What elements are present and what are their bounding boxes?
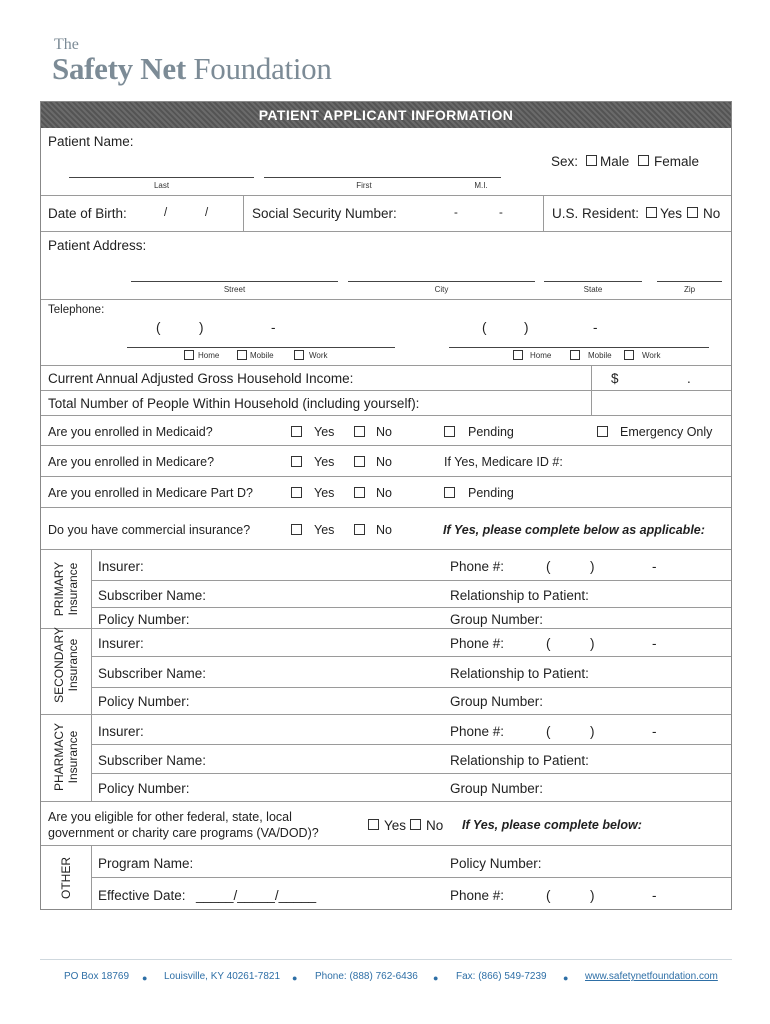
pharmacy-relationship-label: Relationship to Patient: (450, 753, 589, 768)
commercial-no-checkbox[interactable] (354, 524, 365, 535)
address-label: Patient Address: (48, 238, 147, 253)
pharmacy-insurance-word: Insurance (66, 730, 80, 784)
footer-po-box: PO Box 18769 (64, 971, 130, 982)
patient-form (40, 101, 732, 910)
divider (91, 744, 731, 745)
other-policy-label: Policy Number: (450, 856, 542, 871)
phone2-line[interactable] (449, 347, 709, 348)
divider (41, 299, 731, 300)
medicaid-yes-label: Yes (314, 425, 335, 439)
secondary-phone-dash: - (652, 636, 657, 651)
partd-question: Are you enrolled in Medicare Part D? (48, 486, 253, 500)
sex-male-label: Male (600, 154, 630, 169)
medicare-no-checkbox[interactable] (354, 456, 365, 467)
commercial-yes-label: Yes (314, 523, 335, 537)
eligible-yes-label: Yes (384, 818, 407, 833)
divider (543, 195, 544, 231)
divider (91, 773, 731, 774)
telephone-label: Telephone: (48, 304, 105, 316)
phone2-work-label: Work (642, 351, 661, 360)
patient-name-label: Patient Name: (48, 134, 134, 149)
state-line[interactable] (544, 281, 642, 282)
partd-pending-checkbox[interactable] (444, 487, 455, 498)
city-caption: City (434, 285, 449, 294)
partd-no-label: No (376, 486, 392, 500)
footer-bullet: ● (433, 973, 439, 983)
partd-no-checkbox[interactable] (354, 487, 365, 498)
primary-subscriber-label: Subscriber Name: (98, 588, 207, 603)
pharmacy-insurance-label (52, 723, 80, 791)
eligible-question-line2: government or charity care programs (VA/DOD)? (48, 826, 319, 840)
medicaid-emergency-checkbox[interactable] (597, 426, 608, 437)
effective-date-field[interactable]: _____/_____/_____ (196, 888, 317, 903)
partd-yes-label: Yes (314, 486, 335, 500)
resident-yes-label: Yes (660, 206, 683, 221)
divider (41, 390, 731, 391)
phone2-mobile-label: Mobile (588, 351, 612, 360)
commercial-no-label: No (376, 523, 392, 537)
phone1-line[interactable] (127, 347, 395, 348)
footer-bullet: ● (563, 973, 569, 983)
phone1-work-label: Work (309, 351, 328, 360)
secondary-group-label: Group Number: (450, 694, 544, 709)
primary-phone-close: ) (590, 559, 595, 574)
divider (41, 476, 731, 477)
mi-caption: M.I. (474, 181, 488, 190)
footer-address: Louisville, KY 40261-7821 (164, 971, 281, 982)
commercial-note: If Yes, please complete below as applicable: (443, 523, 705, 537)
form-header: PATIENT APPLICANT INFORMATION (41, 102, 731, 128)
zip-caption: Zip (683, 285, 696, 294)
other-phone-close: ) (590, 888, 595, 903)
pharmacy-phone-open: ( (546, 724, 551, 739)
phone1-open-paren: ( (156, 320, 161, 335)
divider (91, 687, 731, 688)
pharmacy-label: PHARMACY (52, 722, 66, 792)
divider (41, 714, 731, 715)
phone1-home-label: Home (198, 351, 220, 360)
pharmacy-insurer-label: Insurer: (98, 724, 144, 739)
program-name-label: Program Name: (98, 856, 194, 871)
secondary-insurance-label (52, 627, 80, 703)
secondary-policy-label: Policy Number: (98, 694, 190, 709)
primary-phone-dash: - (652, 559, 657, 574)
other-section-label: OTHER (59, 857, 73, 899)
primary-insurance-label (52, 562, 80, 616)
sex-male-checkbox[interactable] (586, 155, 597, 166)
income-dollar[interactable]: $ (611, 371, 619, 386)
divider (41, 628, 731, 629)
sex-female-label: Female (654, 154, 700, 169)
secondary-relationship-label: Relationship to Patient: (450, 666, 589, 681)
medicaid-pending-checkbox[interactable] (444, 426, 455, 437)
first-name-line[interactable] (264, 177, 464, 178)
secondary-phone-label: Phone #: (450, 636, 505, 651)
effective-date-label: Effective Date: (98, 888, 186, 903)
primary-policy-label: Policy Number: (98, 612, 190, 627)
phone2-close-paren: ) (524, 320, 529, 335)
partd-pending-label: Pending (468, 486, 514, 500)
sex-female-checkbox[interactable] (638, 155, 649, 166)
medicaid-pending-label: Pending (468, 425, 514, 439)
divider (41, 195, 731, 196)
logo-light: Foundation (193, 51, 332, 86)
divider (91, 656, 731, 657)
medicare-id-label: If Yes, Medicare ID #: (444, 455, 563, 469)
footer-phone: Phone: (888) 762-6436 (315, 971, 418, 982)
divider (91, 549, 92, 801)
commercial-yes-checkbox[interactable] (291, 524, 302, 535)
resident-label: U.S. Resident: (552, 206, 640, 221)
footer-fax: Fax: (866) 549-7239 (456, 971, 547, 982)
dob-label: Date of Birth: (48, 206, 127, 221)
medicaid-no-checkbox[interactable] (354, 426, 365, 437)
street-caption: Street (223, 285, 246, 294)
secondary-insurance-word: Insurance (66, 638, 80, 692)
eligible-question-line1: Are you eligible for other federal, state, local (48, 810, 292, 824)
other-phone-dash: - (652, 888, 657, 903)
ssn-label: Social Security Number: (252, 206, 397, 221)
phone1-close-paren: ) (199, 320, 204, 335)
pharmacy-phone-dash: - (652, 724, 657, 739)
medicaid-yes-checkbox[interactable] (291, 426, 302, 437)
phone2-open-paren: ( (482, 320, 487, 335)
mi-line[interactable] (461, 177, 501, 178)
pharmacy-policy-label: Policy Number: (98, 781, 190, 796)
dob-slash-1: / (164, 207, 168, 219)
secondary-phone-close: ) (590, 636, 595, 651)
primary-insurer-label: Insurer: (98, 559, 144, 574)
eligible-no-checkbox[interactable] (410, 819, 421, 830)
street-line[interactable] (131, 281, 338, 282)
footer-divider (40, 959, 732, 960)
primary-label: PRIMARY (52, 561, 66, 617)
partd-yes-checkbox[interactable] (291, 487, 302, 498)
primary-phone-label: Phone #: (450, 559, 505, 574)
primary-group-label: Group Number: (450, 612, 544, 627)
dob-slash-2: / (205, 207, 209, 219)
other-phone-label: Phone #: (450, 888, 505, 903)
divider (41, 445, 731, 446)
secondary-phone-open: ( (546, 636, 551, 651)
phone1-home-checkbox[interactable] (184, 350, 194, 360)
medicaid-question: Are you enrolled in Medicaid? (48, 425, 213, 439)
medicaid-no-label: No (376, 425, 392, 439)
phone2-dash: - (593, 320, 598, 335)
phone1-mobile-label: Mobile (250, 351, 274, 360)
income-label: Current Annual Adjusted Gross Household Income: (48, 371, 354, 386)
phone2-work-checkbox[interactable] (624, 350, 634, 360)
resident-no-checkbox[interactable] (687, 207, 698, 218)
phone1-work-checkbox[interactable] (294, 350, 304, 360)
footer-bullet: ● (142, 973, 148, 983)
secondary-insurer-label: Insurer: (98, 636, 144, 651)
ssn-dash-2: - (499, 207, 503, 219)
income-decimal: . (687, 371, 691, 386)
secondary-label: SECONDARY (52, 627, 66, 703)
phone1-dash: - (271, 320, 276, 335)
pharmacy-phone-close: ) (590, 724, 595, 739)
ssn-dash-1: - (454, 207, 458, 219)
eligible-no-label: No (426, 818, 444, 833)
logo-bold: Safety Net (52, 51, 186, 86)
logo-the: The (54, 36, 79, 53)
city-line[interactable] (348, 281, 535, 282)
phone2-mobile-checkbox[interactable] (570, 350, 580, 360)
household-label: Total Number of People Within Household (including yourself): (48, 396, 420, 411)
state-caption: State (583, 285, 603, 294)
logo (52, 51, 332, 87)
footer-website-link[interactable]: www.safetynetfoundation.com (585, 971, 718, 982)
sex-label: Sex: (551, 154, 579, 169)
divider (41, 845, 731, 846)
secondary-subscriber-label: Subscriber Name: (98, 666, 207, 681)
divider (41, 415, 731, 416)
medicare-yes-checkbox[interactable] (291, 456, 302, 467)
divider (41, 507, 731, 508)
divider (91, 607, 731, 608)
primary-insurance-word: Insurance (66, 562, 80, 616)
divider (41, 231, 731, 232)
medicare-question: Are you enrolled in Medicare? (48, 455, 215, 469)
eligible-yes-checkbox[interactable] (368, 819, 379, 830)
commercial-question: Do you have commercial insurance? (48, 523, 251, 537)
last-caption: Last (153, 181, 170, 190)
medicare-no-label: No (376, 455, 392, 469)
other-phone-open: ( (546, 888, 551, 903)
pharmacy-phone-label: Phone #: (450, 724, 505, 739)
divider (243, 195, 244, 231)
primary-phone-open: ( (546, 559, 551, 574)
phone2-home-label: Home (530, 351, 552, 360)
resident-no-label: No (703, 206, 721, 221)
divider (41, 365, 731, 366)
first-caption: First (356, 181, 372, 190)
divider (41, 801, 731, 802)
divider (91, 877, 731, 878)
medicaid-emergency-label: Emergency Only (620, 425, 713, 439)
phone1-mobile-checkbox[interactable] (237, 350, 247, 360)
pharmacy-group-label: Group Number: (450, 781, 544, 796)
resident-yes-checkbox[interactable] (646, 207, 657, 218)
footer-bullet: ● (292, 973, 298, 983)
zip-line[interactable] (657, 281, 722, 282)
eligible-note: If Yes, please complete below: (462, 818, 642, 832)
last-name-line[interactable] (69, 177, 254, 178)
primary-relationship-label: Relationship to Patient: (450, 588, 589, 603)
pharmacy-subscriber-label: Subscriber Name: (98, 753, 207, 768)
medicare-yes-label: Yes (314, 455, 335, 469)
phone2-home-checkbox[interactable] (513, 350, 523, 360)
divider (41, 549, 731, 550)
divider (91, 580, 731, 581)
